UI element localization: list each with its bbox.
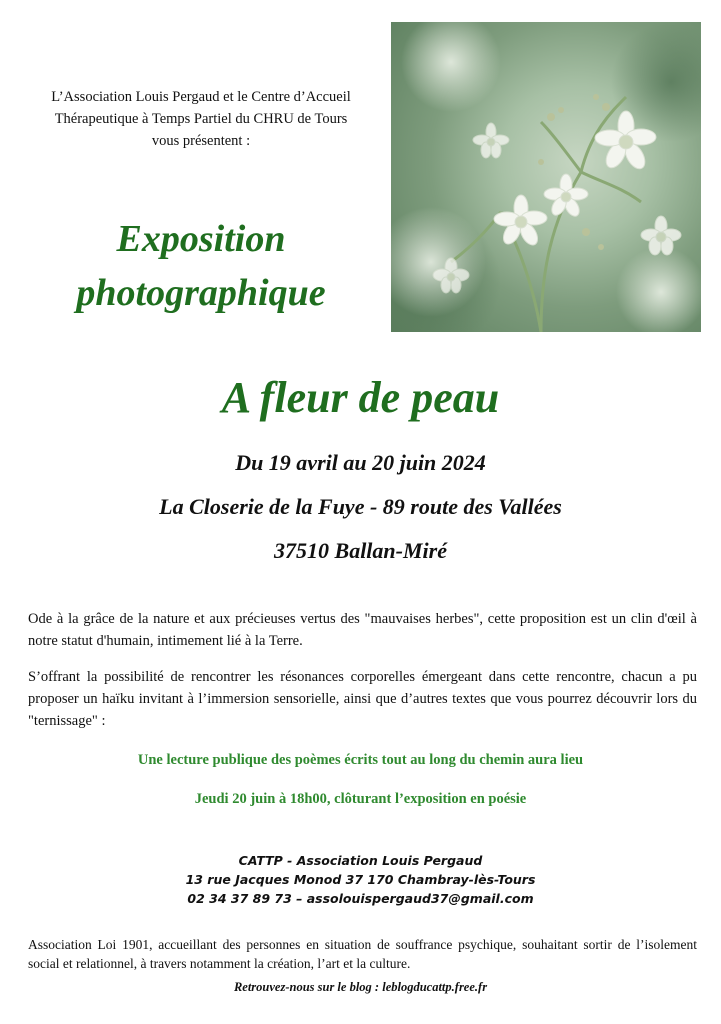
- blog-link: Retrouvez-nous sur le blog : leblogducattp.free.fr: [233, 980, 488, 994]
- flower-photo: [391, 22, 701, 332]
- exhibition-heading-line: Exposition: [116, 218, 286, 260]
- description-paragraph: S’offrant la possibilité de rencontrer les résonances corporelles émergeant dans cette rencontre, chacun a pu proposer un haïku invitant à l’immersion sensorielle, ainsi que d’autres textes que vous pourrez découvrir lors du "ternissage" :: [28, 669, 697, 729]
- exhibition-heading-line: photographique: [76, 272, 326, 314]
- intro-line: L’Association Louis Pergaud et le Centre d’Accueil: [51, 89, 351, 105]
- description-paragraph: Ode à la grâce de la nature et aux précieuses vertus des "mauvaises herbes", cette proposition est un clin d'œil à notre statut d'humain, intimement lié à la Terre.: [28, 611, 697, 649]
- reading-date: Jeudi 20 juin à 18h00, clôturant l’exposition en poésie: [194, 791, 527, 807]
- contact-block: [0, 851, 721, 908]
- association-description: Association Loi 1901, accueillant des personnes en situation de souffrance psychique, souhaitant sortir de l’isolement social et relationnel, à travers notamment la création, l’art et la culture.: [28, 937, 697, 971]
- event-venue: La Closerie de la Fuye - 89 route des Vallées: [159, 494, 562, 519]
- intro-text: [20, 86, 382, 152]
- contact-phone-email: 02 34 37 89 73 – assolouispergaud37@gmail.com: [187, 891, 534, 906]
- exhibition-heading: [20, 212, 382, 320]
- intro-line: Thérapeutique à Temps Partiel du CHRU de Tours: [54, 111, 348, 127]
- flower-photo-illustration: [391, 22, 701, 332]
- reading-announcement: Une lecture publique des poèmes écrits tout au long du chemin aura lieu: [137, 752, 584, 768]
- contact-name: CATTP - Association Louis Pergaud: [238, 853, 483, 868]
- event-dates: Du 19 avril au 20 juin 2024: [235, 450, 486, 475]
- intro-line: vous présentent :: [151, 133, 251, 149]
- event-city: 37510 Ballan-Miré: [274, 538, 447, 563]
- main-title: A fleur de peau: [221, 373, 500, 422]
- contact-address: 13 rue Jacques Monod 37 170 Chambray-lès-Tours: [185, 872, 536, 887]
